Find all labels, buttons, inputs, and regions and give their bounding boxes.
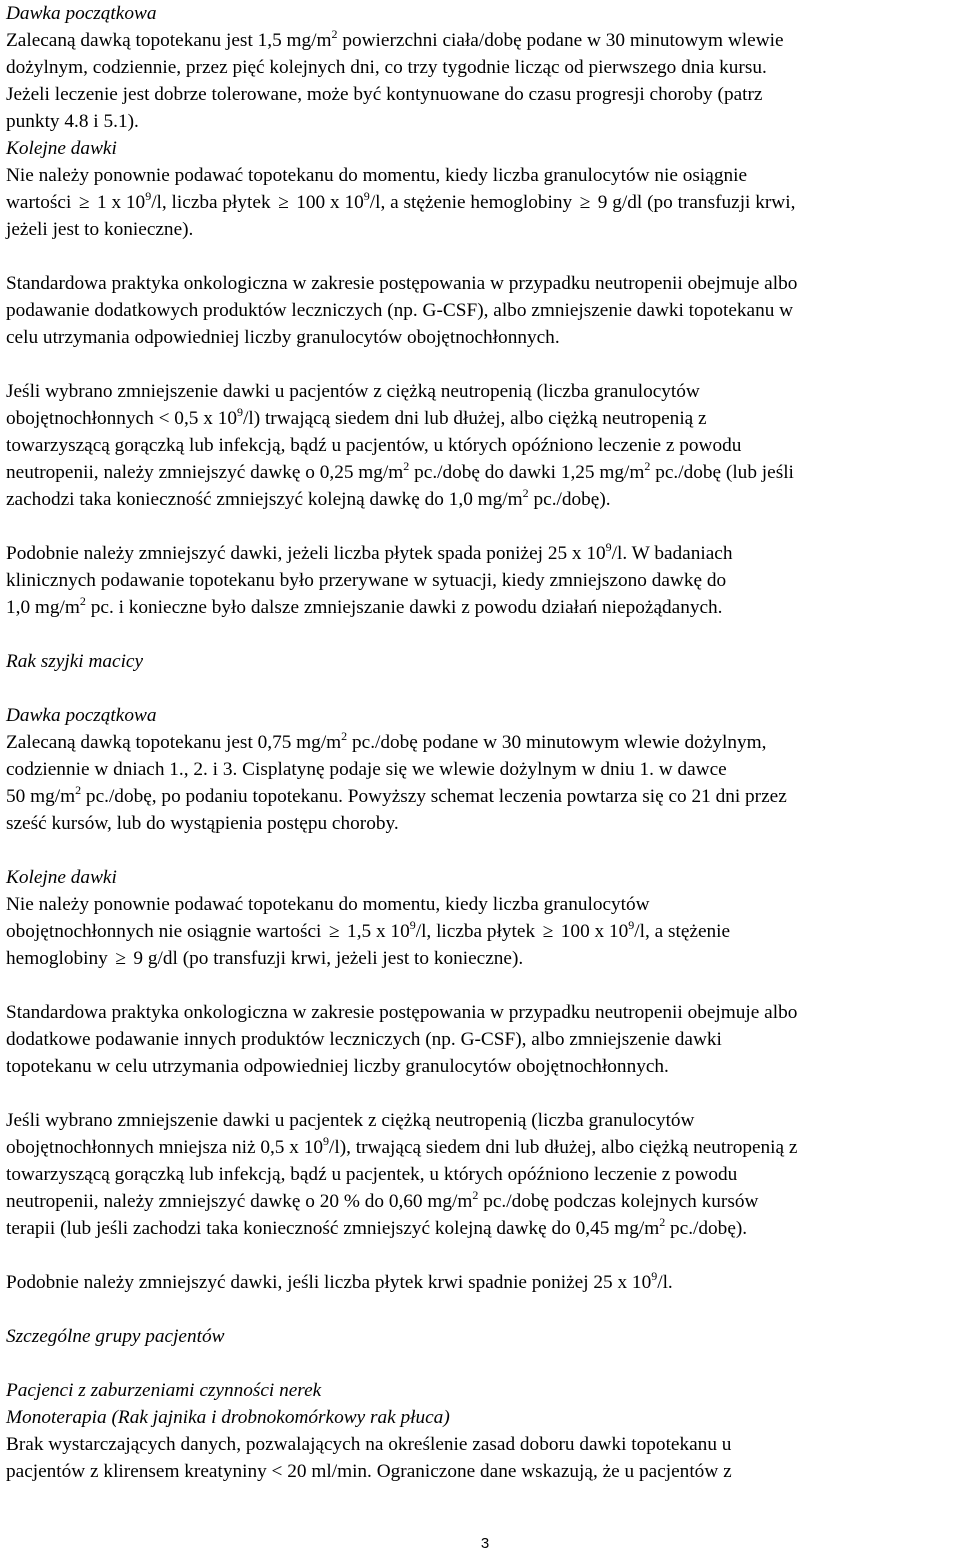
- paragraph-line: obojętnochłonnych < 0,5 x $10^9/l$) trwającą siedem dni lub dłużej, albo ciężką neutropenią z: [6, 404, 707, 429]
- page-number: 3: [480, 1535, 490, 1552]
- paragraph-line: dodatkowe podawanie innych produktów leczniczych (np. G-CSF), albo zmniejszenie dawki: [6, 1029, 722, 1050]
- paragraph-line: Zalecaną dawką topotekanu jest 1,5 $mg/m^2$ powierzchni ciała/dobę podane w 30 minutowym wlewie: [6, 26, 784, 51]
- paragraph-line: obojętnochłonnych mniejsza niż 0,5 x $10^9/l$), trwającą siedem dni lub dłużej, albo ciężką neutropenią z: [6, 1133, 798, 1158]
- document-page: [6, 0, 960, 1485]
- paragraph-line: codziennie w dniach 1., 2. i 3. Cisplatynę podaje się we wlewie dożylnym w dniu 1. w dawce: [6, 759, 727, 780]
- paragraph-line: towarzyszącą gorączką lub infekcją, bądź u pacjentek, u których opóźniono leczenie z powodu: [6, 1164, 738, 1185]
- section-heading-initial-dose: Dawka początkowa: [6, 705, 157, 726]
- paragraph-line: Nie należy ponownie podawać topotekanu do momentu, kiedy liczba granulocytów: [6, 894, 650, 915]
- section-heading-initial-dose: Dawka początkowa: [6, 3, 157, 24]
- paragraph-line: Jeśli wybrano zmniejszenie dawki u pacjentów z ciężką neutropenią (liczba granulocytów: [6, 381, 700, 402]
- paragraph-line: neutropenii, należy zmniejszyć dawkę o 0,25 $mg/m^2$ pc./dobę do dawki 1,25 $mg/m^2$ pc./dobę (lub jeśli: [6, 458, 794, 483]
- paragraph-line: obojętnochłonnych nie osiągnie wartości ≥ 1,5 x $10^9/l$, liczba płytek ≥ 100 x $10^9/l$, a stężenie: [6, 918, 960, 945]
- paragraph-line: 1,0 $mg/m^2$ pc. i konieczne było dalsze zmniejszanie dawki z powodu działań niepożądanych.: [6, 593, 723, 618]
- paragraph-line: zachodzi taka konieczność zmniejszyć kolejną dawkę do 1,0 $mg/m^2$ pc./dobę).: [6, 485, 611, 510]
- paragraph-line: Standardowa praktyka onkologiczna w zakresie postępowania w przypadku neutropenii obejmuje albo: [6, 1002, 798, 1023]
- greater-equal-symbol: ≥: [115, 948, 126, 969]
- section-heading-monotherapy: Monoterapia (Rak jajnika i drobnokomórkowy rak płuca): [6, 1407, 450, 1428]
- section-heading-subsequent-doses: Kolejne dawki: [6, 867, 117, 888]
- paragraph-line: hemoglobiny ≥ 9 g/dl (po transfuzji krwi, jeżeli jest to konieczne).: [6, 945, 960, 972]
- paragraph-line: wartości ≥ 1 x $10^9/l$, liczba płytek ≥ 100 x $10^9/l$, a stężenie hemoglobiny ≥ 9 g/dl (po transfuzji krwi,: [6, 189, 960, 216]
- paragraph-line: jeżeli jest to konieczne).: [6, 219, 194, 240]
- paragraph-line: celu utrzymania odpowiedniej liczby granulocytów obojętnochłonnych.: [6, 327, 560, 348]
- section-heading-renal-impairment: Pacjenci z zaburzeniami czynności nerek: [6, 1380, 322, 1401]
- paragraph-line: Zalecaną dawką topotekanu jest 0,75 $mg/m^2$ pc./dobę podane w 30 minutowym wlewie dożylnym,: [6, 728, 767, 753]
- section-heading-subsequent-doses: Kolejne dawki: [6, 138, 117, 159]
- greater-equal-symbol: ≥: [542, 921, 554, 942]
- section-heading-special-populations: Szczególne grupy pacjentów: [6, 1326, 225, 1347]
- paragraph-line: Jeśli wybrano zmniejszenie dawki u pacjentek z ciężką neutropenią (liczba granulocytów: [6, 1110, 695, 1131]
- paragraph-line: podawanie dodatkowych produktów leczniczych (np. G-CSF), albo zmniejszenie dawki topotekanu w: [6, 300, 794, 321]
- paragraph-line: Podobnie należy zmniejszyć dawki, jeśli liczba płytek krwi spadnie poniżej 25 x $10^9/l$.: [6, 1268, 673, 1293]
- paragraph-line: klinicznych podawanie topotekanu było przerywane w sytuacji, kiedy zmniejszono dawkę do: [6, 570, 727, 591]
- paragraph-line: Standardowa praktyka onkologiczna w zakresie postępowania w przypadku neutropenii obejmuje albo: [6, 273, 798, 294]
- greater-equal-symbol: ≥: [78, 192, 90, 213]
- paragraph-line: sześć kursów, lub do wystąpienia postępu choroby.: [6, 813, 399, 834]
- greater-equal-symbol: ≥: [278, 192, 289, 213]
- paragraph-line: 50 $mg/m^2$ pc./dobę, po podaniu topotekanu. Powyższy schemat leczenia powtarza się co 21 dni przez: [6, 782, 787, 807]
- paragraph-line: Jeżeli leczenie jest dobrze tolerowane, może być kontynuowane do czasu progresji choroby (patrz: [6, 84, 763, 105]
- section-heading-cervical-cancer: Rak szyjki macicy: [6, 651, 144, 672]
- paragraph-line: neutropenii, należy zmniejszyć dawkę o 20 % do 0,60 $mg/m^2$ pc./dobę podczas kolejnych kursów: [6, 1187, 759, 1212]
- paragraph-line: terapii (lub jeśli zachodzi taka konieczność zmniejszyć kolejną dawkę do 0,45 $mg/m^2$ pc./dobę).: [6, 1214, 748, 1239]
- paragraph-line: Brak wystarczających danych, pozwalających na określenie zasad doboru dawki topotekanu u: [6, 1434, 732, 1455]
- paragraph-line: Nie należy ponownie podawać topotekanu do momentu, kiedy liczba granulocytów nie osiągnie: [6, 165, 748, 186]
- greater-equal-symbol: ≥: [328, 921, 340, 942]
- paragraph-line: punkty 4.8 i 5.1).: [6, 111, 139, 132]
- greater-equal-symbol: ≥: [579, 192, 591, 213]
- paragraph-line: topotekanu w celu utrzymania odpowiedniej liczby granulocytów obojętnochłonnych.: [6, 1056, 669, 1077]
- paragraph-line: Podobnie należy zmniejszyć dawki, jeżeli liczba płytek spada poniżej 25 x $10^9/l$. W badaniach: [6, 539, 733, 564]
- paragraph-line: dożylnym, codziennie, przez pięć kolejnych dni, co trzy tygodnie licząc od pierwszego dnia kursu.: [6, 57, 767, 78]
- paragraph-line: towarzyszącą gorączką lub infekcją, bądź u pacjentów, u których opóźniono leczenie z powodu: [6, 435, 742, 456]
- paragraph-line: pacjentów z klirensem kreatyniny < 20 ml/min. Ograniczone dane wskazują, że u pacjentów z: [6, 1461, 732, 1482]
